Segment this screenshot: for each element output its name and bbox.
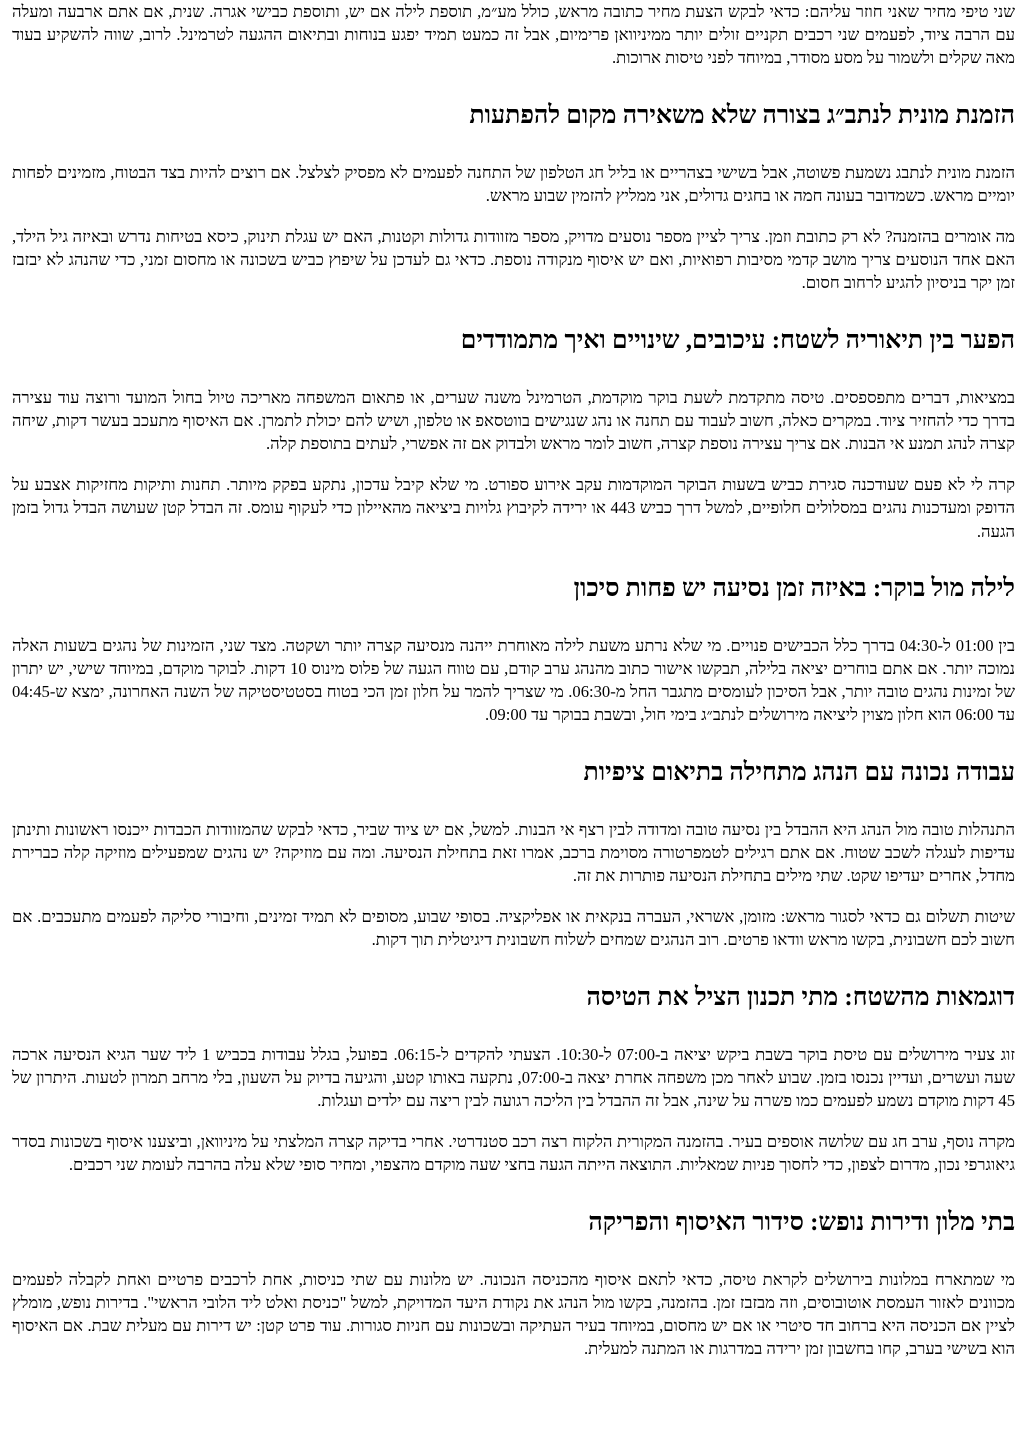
paragraph: שני טיפי מחיר שאני חוזר עליהם: כדאי לבקש הצעת מחיר כתובה מראש, כולל מע״מ, תוספת לילה אם יש, ותוספת כבישי אגרה. שנית, אם אתם ארבעה ומעלה עם הרבה ציוד, לפעמים שני רכבים תקניים זולים יותר ממיניוואן פרימיום, אבל זה כמעט תמיד יפגע בנוחות ובתיאום ההגעה לטרמינל. לרוב, שווה להשקיע בעוד מאה שקלים ולשמור על מסע מסודר, במיוחד לפני טיסות ארוכות.	[12, 2, 1015, 68]
paragraph: זוג צעיר מירושלים עם טיסת בוקר בשבת ביקש יציאה ב-07:00 ל-10:30. הצעתי להקדים ל-06:15. בפועל, בגלל עבודות בכביש 1 ליד שער הגיא הנסיעה ארכה שעה ועשרים, ועדיין נכנסו בזמן. שבוע לאחר מכן משפחה אחרת יצאה ב-07:00, נתקעה באותו קטע, והגיעה בדיוק על השעון, בלי מרחב תמרון לטעות. היתרון של 45 דקות מוקדם נשמע לפעמים כמו פשרה על שינה, אבל זה ההבדל בין הליכה רגועה לבין ריצה עם ילדים ועגלות.	[12, 1044, 1016, 1111]
section-heading: לילה מול בוקר: באיזה זמן נסיעה יש פחות סיכון	[573, 574, 1015, 602]
paragraph: בין 01:00 ל-04:30 בדרך כלל הכבישים פנויים. מי שלא נרתע משעת לילה מאוחרת ייהנה מנסיעה קצרה יותר ושקטה. מצד שני, הזמינות של נהגים בשעות האלה נמוכה יותר. אם אתם בוחרים יציאה בלילה, תבקשו אישור כתוב מהנהג ערב קודם, עם טווח הגעה של פלוס מינוס 10 דקות. לבוקר מוקדם, במיוחד שישי, יש יתרון של זמינות נהגים טובה יותר, אבל הסיכון לעומסים מתגבר החל מ-06:30. מי שצריך להמר על חלון זמן הכי בטוח בסטטיסטיקה של השנה האחרונה, ימצא ש-04:45 עד 06:00 הוא חלון מצוין ליציאה מירושלים לנתב״ג בימי חול, ובשבת בבוקר עד 09:00.	[12, 635, 1016, 725]
section-heading: הפער בין תיאוריה לשטח: עיכובים, שינויים ואיך מתמודדים	[460, 326, 1015, 354]
section-taxi-booking	[12, 100, 1015, 295]
section-heading: בתי מלון ודירות נופש: סידור האיסוף והפריקה	[588, 1208, 1015, 1236]
paragraph: מי שמתארח במלונות בירושלים לקראת טיסה, כדאי לתאם איסוף מהכניסה הנכונה. יש מלונות עם שתי כניסות, אחת לרכבים פרטיים ואחת לקבלה לפעמים מכוונים לאזור העמסת אוטובוסים, וזה מבזבז זמן. בהזמנה, בקשו מול הנהג את נקודת היעד המדויקת, למשל "כניסת ואלט ליד הלובי הראשי". בדירות נופש, מומלץ לציין אם הכניסה היא ברחוב חד סיטרי או אם יש מחסום, במיוחד בעיר העתיקה ובשכונות עם חניות סגורות. עוד פרט קטן: יש דירות עם מעלית שבת. אם האיסוף הוא בשישי בערב, קחו בחשבון זמן ירידה במדרגות או המתנה למעלית.	[12, 1269, 1015, 1359]
paragraph: שיטות תשלום גם כדאי לסגור מראש: מזומן, אשראי, העברה בנקאית או אפליקציה. בסופי שבוע, מסופים לא תמיד זמינים, וחיבורי סליקה לפעמים מתעכבים. אם חשוב לכם חשבונית, בקשו מראש וודאו פרטים. רוב הנהגים שמחים לשלוח חשבונית דיגיטלית תוך דקות.	[12, 907, 1015, 950]
section-driver-coordination	[12, 757, 1015, 952]
paragraph: התנהלות טובה מול הנהג היא ההבדל בין נסיעה טובה ומדודה לבין רצף אי הבנות. למשל, אם יש ציוד שביר, כדאי לבקש שהמזוודות הכבדות ייכנסו ראשונות ותינתן עדיפות לעגלה לשכב שטוח. אם אתם רגילים לטמפרטורה מסוימת ברכב, אמרו זאת בתחילת הנסיעה. ומה עם מוזיקה? יש נהגים שמפעילים מוזיקה קלה כברירת מחדל, אחרים יעדיפו שקט. שתי מילים בתחילת הנסיעה פותרות את זה.	[12, 819, 1015, 886]
paragraph: הזמנת מונית לנתבג נשמעת פשוטה, אבל בשישי בצהריים או בליל חג הטלפון של התחנה לפעמים לא מפסיק לצלצל. אם רוצים להיות בצד הבטוח, מזמינים לפחות יומיים מראש. כשמדובר בעונה חמה או בחגים גדולים, אני ממליץ להזמין שבוע מראש.	[12, 162, 1015, 205]
paragraph: קרה לי לא פעם שעודכנה סגירת כביש בשעות הבוקר המוקדמות עקב אירוע ספורט. מי שלא קיבל עדכון, נתקע בפקק מיותר. תחנות ותיקות מחזיקות אצבע על הדופק ומעדכנות נהגים במסלולים חלופיים, למשל דרך כביש 443 או ירידה לקיבוץ גלויות ביציאה מהאיילון כדי לעקוף עומס. זה הבדל קטן שעושה הבדל גדול בזמן הגעה.	[12, 475, 1015, 541]
section-field-examples	[12, 982, 1015, 1177]
section-theory-vs-field	[12, 325, 1015, 543]
section-heading: עבודה נכונה עם הנהג מתחילה בתיאום ציפיות	[583, 758, 1015, 786]
section-heading: דוגמאות מהשטח: מתי תכנון הציל את הטיסה	[586, 983, 1015, 1011]
intro-section	[12, 0, 1015, 70]
paragraph: מה אומרים בהזמנה? לא רק כתובת וזמן. צריך לציין מספר נוסעים מדויק, מספר מזוודות גדולות וקטנות, האם יש עגלת תינוק, כיסא בטיחות נדרש ובאיזה גיל הילד, האם אחד הנוסעים צריך מושב קדמי מסיבות רפואיות, ואם יש איסוף מנקודה נוספת. כדאי גם לעדכן על שיפוץ כביש בשכונה או מחסום זמני, כדי שהנהג לא יבזבז זמן יקר בניסיון להגיע לרחוב חסום.	[12, 227, 1015, 293]
paragraph: במציאות, דברים מתפספסים. טיסה מתקדמת לשעת בוקר מוקדמת, הטרמינל משנה שערים, או פתאום המשפחה מאריכה טיול בחול המועד ורוצה עוד עצירה בדרך כדי להחזיר ציוד. במקרים כאלה, חשוב לעבוד עם תחנה או נהג שנגישים בווטסאפ או טלפון, ושיש להם יכולת לתמרן. אם האיסוף מתעכב בעשר דקות, שיחה קצרה לנהג תמנע אי הבנות. אם צריך עצירה נוספת קצרה, חשוב לומר מראש ולבדוק אם זה אפשרי, לעתים בתוספת קלה.	[12, 387, 1015, 454]
section-hotels-pickup	[12, 1207, 1015, 1361]
section-heading: הזמנת מונית לנתב״ג בצורה שלא משאירה מקום להפתעות	[469, 101, 1015, 129]
section-night-vs-morning	[12, 573, 1015, 727]
paragraph: מקרה נוסף, ערב חג עם שלושה אוספים בעיר. בהזמנה המקורית הלקוח רצה רכב סטנדרטי. אחרי בדיקה קצרה המלצתי על מיניוואן, וביצענו איסוף בשכונות בסדר גיאוגרפי נכון, מדרום לצפון, כדי לחסוך פניות שמאליות. התוצאה הייתה הגעה בחצי שעה מוקדם מהצפוי, ומחיר סופי שלא עלה בהרבה לעומת שני רכבים.	[12, 1132, 1015, 1175]
